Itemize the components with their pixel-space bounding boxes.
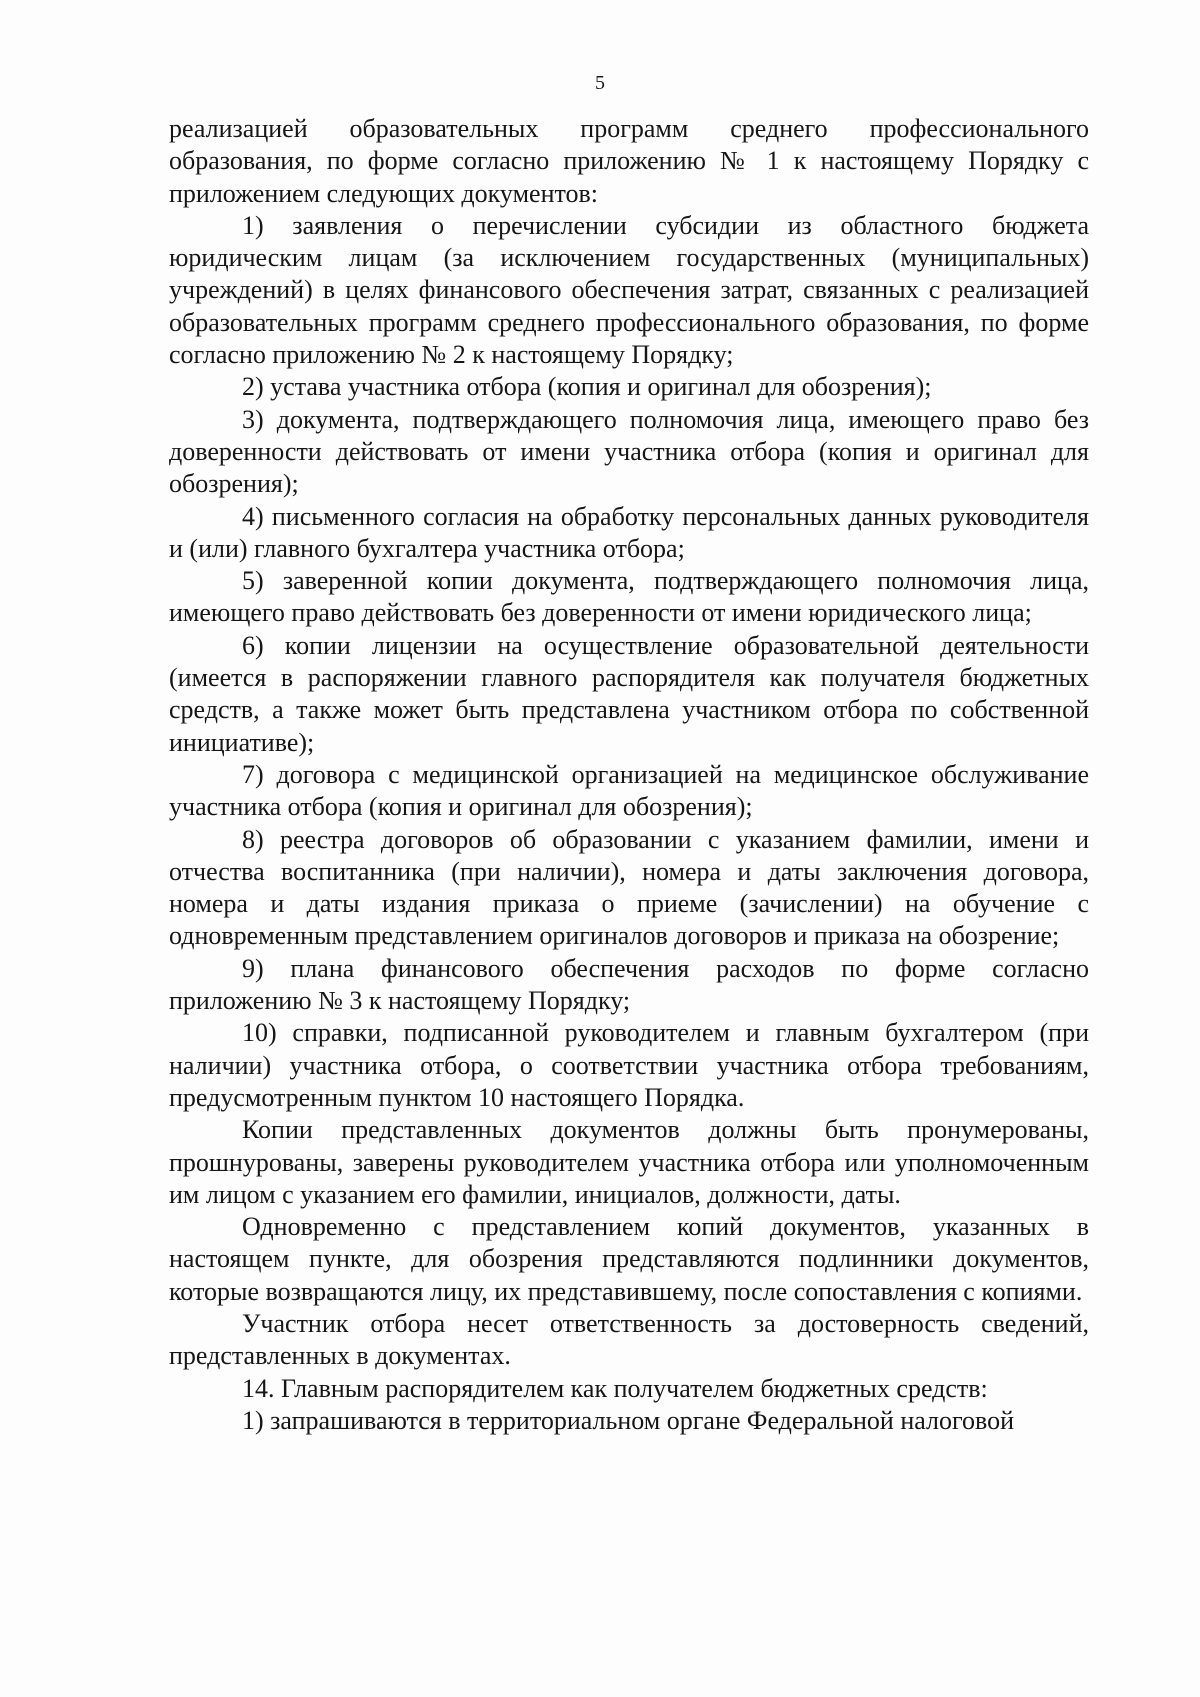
paragraph: 1) заявления о перечислении субсидии из областного бюджета юридическим лицам (за исключением государственных (муниципальных) учреждений) в целях финансового обеспечения затрат, связанных с реализацией образовательных программ среднего профессионального образования, по форме согласно приложению № 2 к настоящему Порядку; <box>169 210 1089 370</box>
document-body <box>169 113 1089 1437</box>
paragraph: 7) договора с медицинской организацией на медицинское обслуживание участника отбора (копия и оригинал для обозрения); <box>169 759 1089 822</box>
paragraph: 1) запрашиваются в территориальном органе Федеральной налоговой <box>242 1405 1015 1435</box>
paragraph: 2) устава участника отбора (копия и оригинал для обозрения); <box>242 372 932 402</box>
paragraph: 6) копии лицензии на осуществление образовательной деятельности (имеется в распоряжении главного распорядителя как получателя бюджетных средств, а также может быть представлена участником отбора по собственной инициативе); <box>169 630 1089 757</box>
paragraph: 4) письменного согласия на обработку персональных данных руководителя и (или) главного бухгалтера участника отбора; <box>169 501 1089 563</box>
paragraph: 10) справки, подписанной руководителем и главным бухгалтером (при наличии) участника отбора, о соответствии участника отбора требованиям, предусмотренным пунктом 10 настоящего Порядка. <box>169 1018 1089 1112</box>
paragraph: 9) плана финансового обеспечения расходов по форме согласно приложению № 3 к настоящему Порядку; <box>169 953 1089 1016</box>
paragraph: реализацией образовательных программ среднего профессионального образования, по форме согласно приложению № 1 к настоящему Порядку с приложением следующих документов: <box>169 114 1089 208</box>
paragraph: 14. Главным распорядителем как получателем бюджетных средств: <box>242 1373 988 1403</box>
paragraph: Копии представленных документов должны быть пронумерованы, прошнурованы, заверены руководителем участника отбора или уполномоченным им лицом с указанием его фамилии, инициалов, должности, даты. <box>169 1115 1089 1209</box>
paragraph: 8) реестра договоров об образовании с указанием фамилии, имени и отчества воспитанника (при наличии), номера и даты заключения договора, номера и даты издания приказа о приеме (зачислении) на обучение с одновременным представлением оригиналов договоров и приказа на обозрение; <box>169 824 1089 951</box>
page-number: 5 <box>595 72 605 94</box>
paragraph: 3) документа, подтверждающего полномочия лица, имеющего право без доверенности действовать от имени участника отбора (копия и оригинал для обозрения); <box>169 404 1089 499</box>
paragraph: Одновременно с представлением копий документов, указанных в настоящем пункте, для обозрения представляются подлинники документов, которые возвращаются лицу, их представившему, после сопоставления с копиями. <box>169 1212 1089 1306</box>
paragraph: Участник отбора несет ответственность за достоверность сведений, представленных в документах. <box>169 1308 1089 1371</box>
paragraph: 5) заверенной копии документа, подтверждающего полномочия лица, имеющего право действовать без доверенности от имени юридического лица; <box>169 566 1089 628</box>
